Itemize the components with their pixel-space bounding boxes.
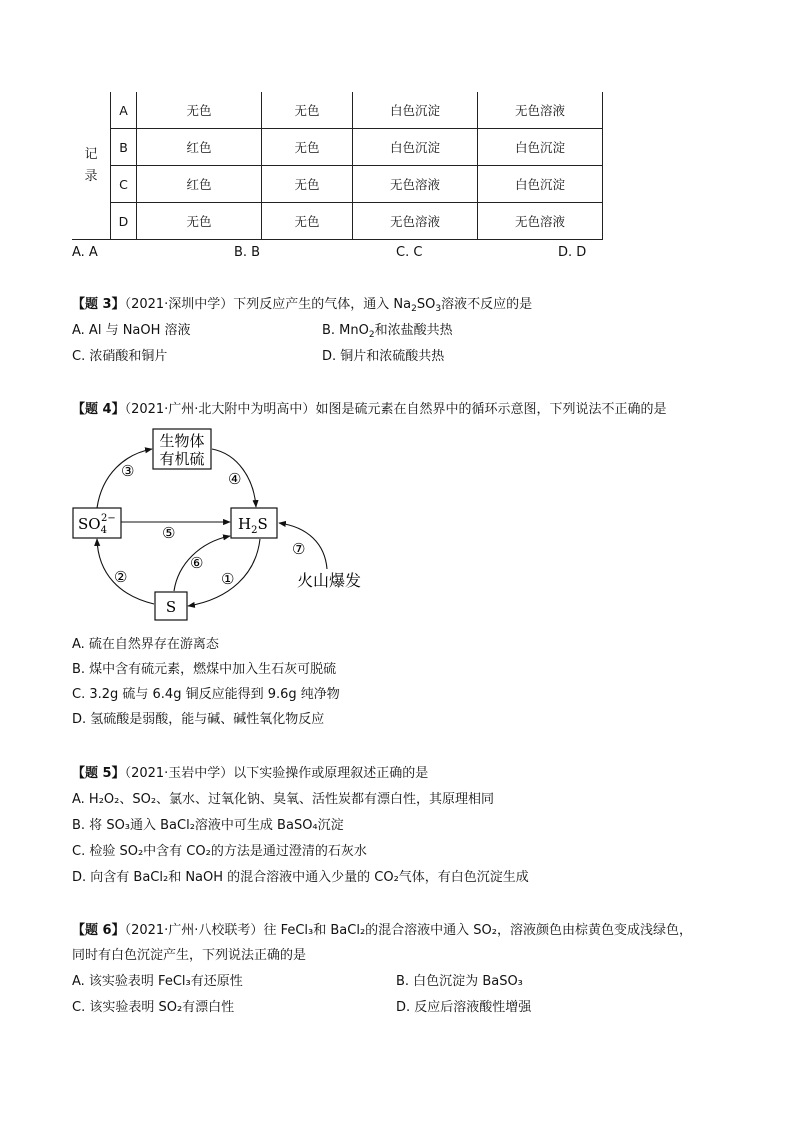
table-cell: 无色溶液 — [478, 203, 603, 240]
sulfate-main: SO — [78, 515, 101, 533]
q3-stem-sub2: 3 — [435, 304, 442, 314]
table-cell: 红色 — [137, 129, 262, 166]
q3-option-b-sub: 2 — [368, 330, 375, 340]
q3-option-d: D. 铜片和浓硫酸共热 — [322, 349, 445, 364]
table-cell: 无色溶液 — [353, 166, 478, 203]
q3-source: （2021·深圳中学） — [124, 297, 234, 312]
q3-option-b-pre: B. MnO — [322, 323, 369, 338]
q3-stem-sub: 2 — [411, 304, 417, 314]
label-7: ⑦ — [292, 540, 306, 558]
q3-option-c: C. 浓硝酸和铜片 — [72, 349, 168, 364]
table-cell: 无色 — [262, 166, 353, 203]
q6-option-c: C. 该实验表明 SO₂有漂白性 — [72, 1000, 235, 1015]
q3-stem-c: 溶液不反应的是 — [441, 297, 533, 312]
q3-stem-a: 下列反应产生的气体，通入 Na — [233, 297, 412, 312]
box-sulfur-label: S — [165, 598, 177, 616]
q6-stem — [72, 922, 692, 940]
q4-option-d: D. 氢硫酸是弱酸，能与碱、碱性氧化物反应 — [72, 712, 325, 727]
sulfate-sub: 4 — [100, 525, 107, 536]
experiment-record-table — [72, 92, 603, 240]
q5-option-a: A. H₂O₂、SO₂、氯水、过氧化钠、臭氧、活性炭都有漂白性，其原理相同 — [72, 792, 495, 807]
row-label: B — [111, 129, 137, 166]
q3-stem-b: SO — [416, 297, 436, 312]
q4-source: （2021·广州·北大附中为明高中） — [124, 402, 316, 417]
q2-option-d: D. D — [558, 245, 587, 260]
table-cell: 白色沉淀 — [353, 129, 478, 166]
row-label: A — [111, 92, 137, 129]
q2-option-b: B. B — [234, 245, 261, 260]
table-row — [72, 92, 603, 129]
table-row — [72, 166, 603, 203]
table-cell: 红色 — [137, 166, 262, 203]
q4-option-a: A. 硫在自然界存在游离态 — [72, 637, 219, 652]
table-cell: 无色 — [137, 92, 262, 129]
q5-option-d: D. 向含有 BaCl₂和 NaOH 的混合溶液中通入少量的 CO₂气体，有白色沉淀生成 — [72, 870, 529, 885]
table-cell: 无色溶液 — [478, 92, 603, 129]
box-top-line2: 有机硫 — [159, 450, 205, 468]
label-4: ④ — [228, 470, 242, 488]
q4-stem-text: 如图是硫元素在自然界中的循环示意图，下列说法不正确的是 — [315, 402, 667, 417]
q5-option-b: B. 将 SO₃通入 BaCl₂溶液中可生成 BaSO₄沉淀 — [72, 818, 344, 833]
q6-stem-line1: 往 FeCl₃和 BaCl₂的混合溶液中通入 SO₂，溶液颜色由棕黄色变成浅绿色， — [263, 923, 692, 938]
row-header-record — [72, 92, 111, 240]
q2-option-c: C. C — [396, 245, 423, 260]
table-cell: 无色 — [262, 92, 353, 129]
q6-option-a: A. 该实验表明 FeCl₃有还原性 — [72, 974, 243, 989]
q3-stem — [72, 296, 532, 314]
table-row — [72, 129, 603, 166]
label-3: ③ — [121, 462, 135, 480]
table-cell: 无色 — [137, 203, 262, 240]
table-cell: 无色 — [262, 203, 353, 240]
h2s-s: S — [257, 515, 268, 533]
sulfur-cycle-diagram — [70, 424, 370, 624]
q5-source: （2021·玉岩中学） — [124, 766, 234, 781]
sulfate-sup: 2− — [100, 513, 116, 524]
q5-tag: 【题 5】 — [72, 766, 125, 781]
q6-option-d: D. 反应后溶液酸性增强 — [396, 1000, 532, 1015]
table-cell: 无色溶液 — [353, 203, 478, 240]
q5-option-c: C. 检验 SO₂中含有 CO₂的方法是通过澄清的石灰水 — [72, 844, 367, 859]
q5-stem — [72, 765, 428, 783]
table-cell: 白色沉淀 — [353, 92, 478, 129]
row-header-char-1: 记 — [84, 146, 98, 162]
q4-option-c: C. 3.2g 硫与 6.4g 铜反应能得到 9.6g 纯净物 — [72, 687, 340, 702]
volcano-label: 火山爆发 — [297, 571, 362, 590]
q3-tag: 【题 3】 — [72, 297, 125, 312]
label-2: ② — [114, 568, 128, 586]
row-label: D — [111, 203, 137, 240]
q6-tag: 【题 6】 — [72, 923, 125, 938]
box-top-line1: 生物体 — [159, 432, 205, 450]
q2-option-a: A. A — [72, 245, 98, 260]
q6-source: （2021·广州·八校联考） — [124, 923, 264, 938]
q6-option-b: B. 白色沉淀为 BaSO₃ — [396, 974, 523, 989]
q5-stem-text: 以下实验操作或原理叙述正确的是 — [233, 766, 429, 781]
table-cell: 白色沉淀 — [478, 166, 603, 203]
row-header-char-2: 录 — [84, 168, 98, 184]
table-cell: 无色 — [262, 129, 353, 166]
q3-option-b — [322, 322, 453, 340]
q4-option-b: B. 煤中含有硫元素，燃煤中加入生石灰可脱硫 — [72, 662, 337, 677]
q4-tag: 【题 4】 — [72, 402, 125, 417]
q4-stem — [72, 401, 666, 419]
q3-option-a: A. Al 与 NaOH 溶液 — [72, 323, 191, 338]
table-cell: 白色沉淀 — [478, 129, 603, 166]
table-row — [72, 203, 603, 240]
q3-option-b-post: 和浓盐酸共热 — [374, 323, 453, 338]
h2s-h: H — [238, 515, 252, 533]
q6-stem-line2: 同时有白色沉淀产生，下列说法正确的是 — [72, 948, 307, 963]
label-6: ⑥ — [190, 554, 204, 572]
h2s-sub: 2 — [251, 525, 258, 536]
row-label: C — [111, 166, 137, 203]
label-5: ⑤ — [162, 524, 176, 542]
label-1: ① — [221, 570, 235, 588]
